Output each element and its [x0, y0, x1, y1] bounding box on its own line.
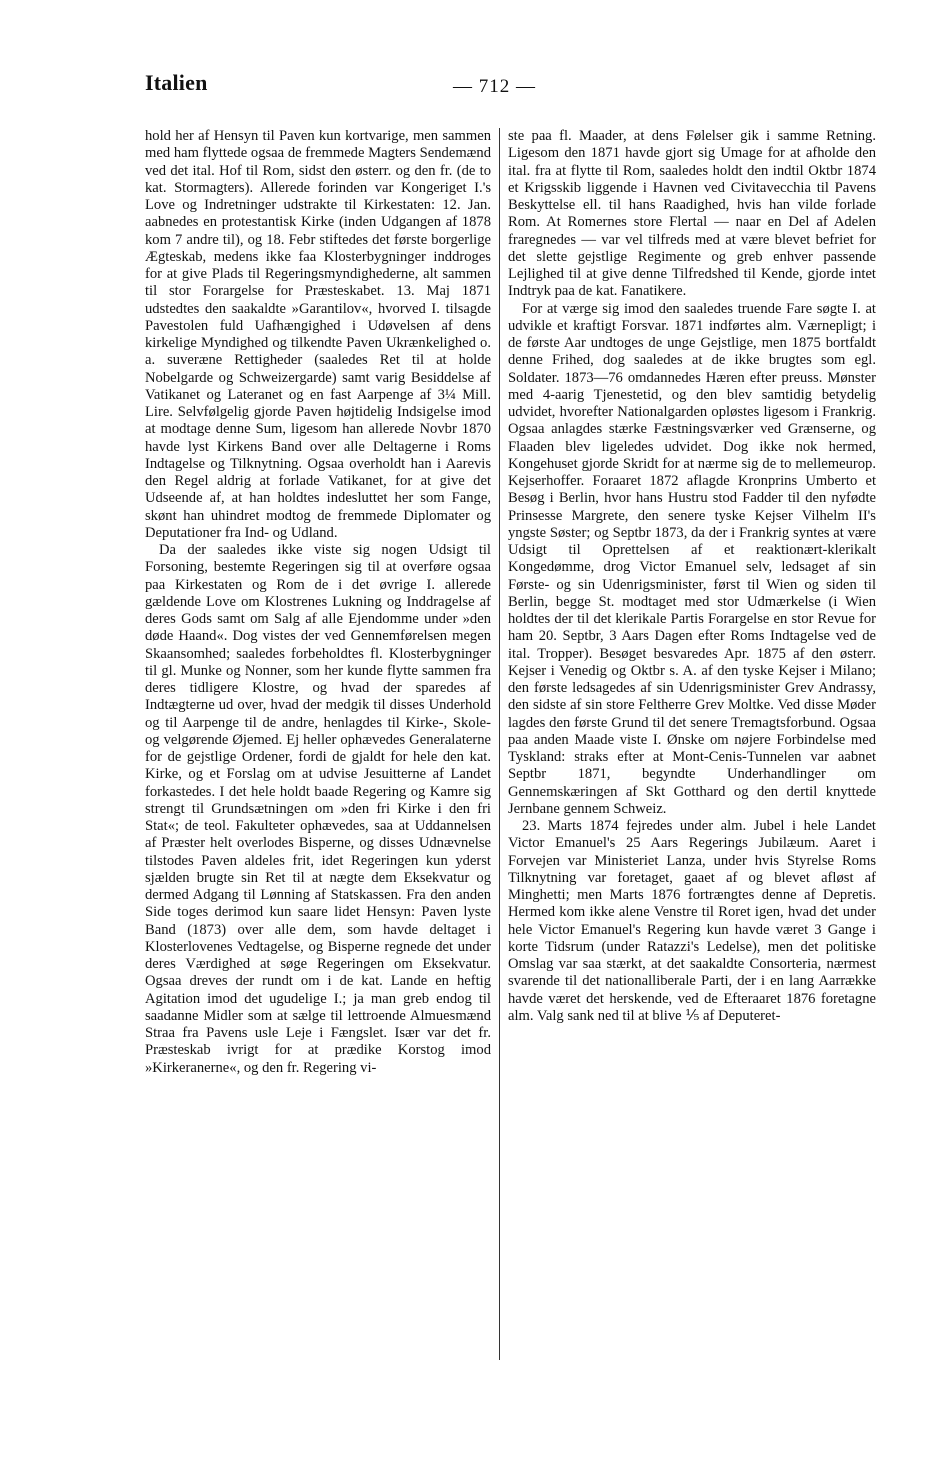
- paragraph: Da der saaledes ikke viste sig nogen Udsigt til Forsoning, bestemte Regeringen sig til at overføre ogsaa paa Kirkestaten og Rom de i det øvrige I. allerede gældende Love om Klostrenes Lukning og Inddragelse af deres Gods samt om Salg af alle Ejendomme under »den døde Haand«. Dog vistes der ved Gennemførelsen megen Skaansomhed; saaledes forbeholdtes fl. Klosterbygninger til gl. Munke og Nonner, som her kunde flytte sammen fra deres tidligere Klostre, og hvad der sparedes af Indtægterne ud over, hvad der medgik til disses Underhold og til Aarpenge til de andre, henlagdes til Kirke-, Skole- og velgørende Øjemed. Ej heller ophævedes Generalaterne for de gejstlige Ordener, fordi de gjaldt for hele den kat. Kirke, og et Forslag om at udvise Jesuitterne af Landet forkastedes. I det hele holdt baade Regering og Kamre sig strengt til Grundsætningen om »den fri Kirke i den fri Stat«; de teol. Fakulteter ophævedes, saa at Uddannelsen af Præster helt overlodes Bisperne, og disses Udnævnelse tilstodes Paven aldeles frit, idet Regeringen kun yderst sjælden brugte sin Ret til at nægte dem Eksekvatur og dermed Adgang til Lønning af Statskassen. Fra den anden Side toges derimod kun saare lidet Hensyn: Paven lyste Band (1873) over alle dem, som havde deltaget i Klosterlovenes Vedtagelse, og Bisperne regnede det under deres Værdighed at søge Regeringen om Eksekvatur. Ogsaa dreves der rundt om i de kat. Lande en heftig Agitation imod det ugudelige I.; ja man greb endog til saadanne Midler som at sælge til lettroende Almuesmænd Straa fra Pavens usle Leje i Fængslet. Især var det fr. Præsteskab ivrigt for at prædike Korstog imod »Kirkeranerne«, og den fr. Regering vi-: [145, 542, 491, 1076]
- column-divider: [499, 128, 500, 1360]
- paragraph: 23. Marts 1874 fejredes under alm. Jubel i hele Landet Victor Emanuel's 25 Aars Regerings Jubilæum. Aaret i Forvejen var Ministeriet Lanza, under hvis Styrelse Roms Tilknytning var foretaget, gaaet af og blevet afløst af Minghetti; men Marts 1876 fortrængtes denne af Depretis. Hermed kom ikke alene Venstre til Roret igen, hvad det under hele Victor Emanuel's Regering kun havde været 3 Gange i korte Tidsrum (under Ratazzi's Ledelse), men det politiske Omslag var saa stærkt, at det saakaldte Consorteria, nærmest svarende til det nationalliberale Parti, der i en lang Aarrække havde været det herskende, ved de Efteraaret 1876 foretagne alm. Valg sank ned til at blive ⅕ af Deputeret-: [508, 818, 876, 1024]
- left-column: [145, 128, 491, 1368]
- paragraph: hold her af Hensyn til Paven kun kortvarige, men sammen med ham flyttede ogsaa de fremmede Magters Sendemænd ved det ital. Hof til Rom, sidst den østerr. og den fr. (de to kat. Stormagters). Allerede forinden var Kongeriget I.'s Love og Indretninger udstrakte til Kirkestaten: 12. Jan. aabnedes en protestantisk Kirke (inden Udgangen af 1878 kom 7 andre til), og 18. Febr stiftedes det første borgerlige Ægteskab, medens ikke faa Klosterbygninger inddroges for at give Plads til Regeringsmyndighederne, alt sammen til stor Forargelse for Præsteskabet. 13. Maj 1871 udstedtes den saakaldte »Garantilov«, hvorved I. tilsagde Pavestolen fuld Uafhængighed i Udøvelsen af dens kirkelige Myndighed og tilkendte Paven Ukrænkelighed o. a. suveræne Rettigheder (saaledes Ret til at holde Nobelgarde og Schweizergarde) samt varig Besiddelse af Vatikanet og Lateranet og en fast Aarpenge af 3¼ Mill. Lire. Selvfølgelig gjorde Paven højtidelig Indsigelse imod at modtage denne Sum, ligesom han allerede Novbr 1870 havde lyst Kirkens Band over alle Deltagerne i Roms Indtagelse og Tilknytning. Ogsaa overholdt han i Aarevis den Regel aldrig at forlade Vatikanet, for at give det Udseende af, at han holdtes indesluttet her som Fange, skønt han uhindret modtog de fremmede Diplomater og Deputationer fra Ind- og Udland.: [145, 128, 491, 541]
- paragraph: ste paa fl. Maader, at dens Følelser gik i samme Retning. Ligesom den 1871 havde gjort sig Umage for at afholde den ital. fra at flytte til Rom, saaledes holdt den indtil Oktbr 1874 et Krigsskib liggende i Havnen ved Civitavecchia til Pavens Beskyttelse ell. til hans Raadighed, hvis han vilde forlade Rom. At Romernes store Flertal — naar en Del af Adelen fraregnedes — var vel tilfreds med at være blevet befriet for det slette gejstlige Regimente og greb enhver passende Lejlighed til at give denne Tilfredshed til Kende, gjorde intet Indtryk paa de kat. Fanatikere.: [508, 128, 876, 300]
- paragraph: For at værge sig imod den saaledes truende Fare søgte I. at udvikle et kraftigt Forsvar. 1871 indførtes alm. Værnepligt; i de første Aar undtoges de unge Gejstlige, men 1875 bortfaldt denne Frihed, dog saaledes at de ikke brugtes som egl. Soldater. 1873—76 omdannedes Hæren efter preuss. Mønster med 4-aarig Tjenestetid, og den blev samtidig betydelig udvidet, hvorefter Nationalgarden opløstes ligesom i Frankrig. Ogsaa anlagdes stærke Fæstningsværker ved Grænserne, og Flaaden blev ligeledes udvidet. Dog ikke nok hermed, Kongehuset gjorde Skridt for at nærme sig de to mellemeurop. Kejserhoffer. Foraaret 1872 aflagde Kronprins Umberto et Besøg i Berlin, hvor hans Hustru stod Fadder til den nyfødte Prinsesse Margrete, den senere tyske Kejser Vilhelm II's yngste Søster; og Septbr 1873, da der i Frankrig syntes at være Udsigt til Oprettelsen af et reaktionært-klerikalt Kongedømme, drog Victor Emanuel selv, ledsaget af sin Første- og sin Udenrigsminister, først til Wien og siden til Berlin, begge St. modtaget med stor Udmærkelse (i Wien holdtes der til det klerikale Partis Forargelse en stor Revue for ham 20. Septbr, 3 Aars Dagen efter Roms Indtagelse ved de ital. Tropper). Besøget besvaredes Apr. 1875 af den østerr. Kejser i Venedig og Oktbr s. A. af den tyske Kejser i Milano; den første ledsagedes af sin Udenrigsminister Grev Andrassy, den sidste af sin store Feltherre Grev Moltke. Ved disse Møder lagdes den første Grund til det senere Tremagtsforbund. Ogsaa paa anden Maade viste I. Ønske om nøjere Forbindelse med Tyskland: straks efter at Mont-Cenis-Tunnelen var aabnet Septbr 1871, begyndte Underhandlinger om Gennemskæringen af Skt Gotthard og den dertil knyttede Jernbane gennem Schweiz.: [508, 300, 876, 817]
- running-head: Italien: [145, 70, 208, 95]
- page-number: — 712 —: [453, 76, 536, 97]
- page-header: [145, 70, 885, 104]
- right-column: [508, 128, 876, 1368]
